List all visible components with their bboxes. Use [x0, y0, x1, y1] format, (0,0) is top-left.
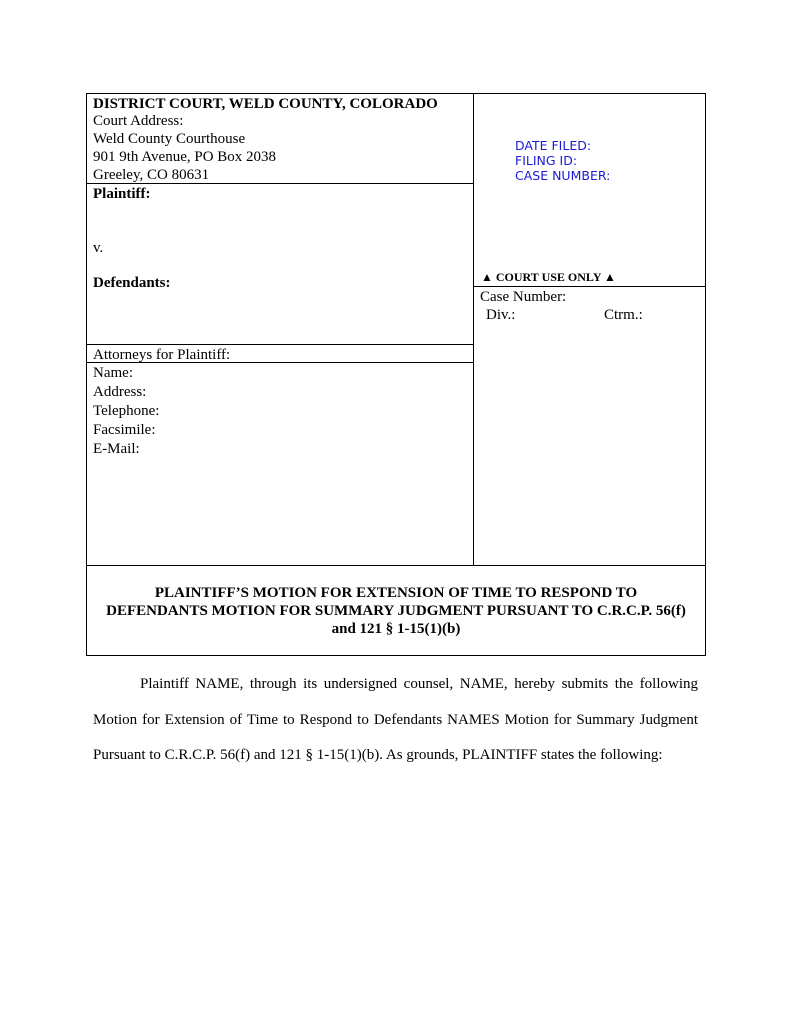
defendants-label: Defendants:: [93, 275, 171, 291]
motion-title-line-2: DEFENDANTS MOTION FOR SUMMARY JUDGMENT PURSUANT TO C.R.C.P. 56(f): [106, 603, 686, 619]
date-filed-label: DATE FILED:: [515, 138, 592, 153]
courtroom-label: Ctrm.:: [604, 307, 643, 323]
attorney-facsimile-label: Facsimile:: [93, 422, 156, 438]
court-name: DISTRICT COURT, WELD COUNTY, COLORADO: [93, 96, 438, 112]
attorneys-label: Attorneys for Plaintiff:: [93, 347, 231, 363]
address-line-1: Weld County Courthouse: [93, 131, 246, 147]
attorney-telephone-label: Telephone:: [93, 403, 160, 419]
filing-id-label: FILING ID:: [515, 153, 578, 168]
motion-title-line-3: and 121 § 1-15(1)(b): [331, 621, 461, 637]
body-paragraph: [93, 667, 698, 774]
attorney-email-label: E-Mail:: [93, 441, 140, 457]
division-label: Div.:: [486, 307, 516, 323]
court-use-only-label: ▲ COURT USE ONLY ▲: [481, 270, 616, 284]
address-line-2: 901 9th Avenue, PO Box 2038: [93, 149, 277, 165]
caption-border-top: [86, 93, 706, 94]
caption-border-right: [705, 93, 706, 656]
parties-separator: [86, 344, 473, 345]
plaintiff-label: Plaintiff:: [93, 186, 151, 202]
court-address-label: Court Address:: [93, 113, 184, 129]
title-separator: [86, 565, 706, 566]
body-paragraph-text: Plaintiff NAME, through its undersigned counsel, NAME, hereby submits the following Motion for Extension of Time to Respond to Defendants NAMES Motion for Summary Judgment Pursuant to C.R.C.P. 56(f) and 121 § 1-15(1)(b). As grounds, PLAINTIFF states the following:: [93, 676, 698, 764]
attorney-name-label: Name:: [93, 365, 133, 381]
court-use-separator: [473, 286, 706, 287]
caption-border-left: [86, 93, 87, 656]
address-line-3: Greeley, CO 80631: [93, 167, 210, 183]
caption-column-divider: [473, 93, 474, 566]
motion-title-line-1: PLAINTIFF’S MOTION FOR EXTENSION OF TIME TO RESPOND TO: [154, 585, 638, 601]
caption-border-bottom: [86, 655, 706, 656]
case-number-stamp-label: CASE NUMBER:: [515, 168, 611, 183]
case-number-label: Case Number:: [480, 289, 567, 305]
attorney-address-label: Address:: [93, 384, 147, 400]
versus-text: v.: [93, 240, 104, 256]
